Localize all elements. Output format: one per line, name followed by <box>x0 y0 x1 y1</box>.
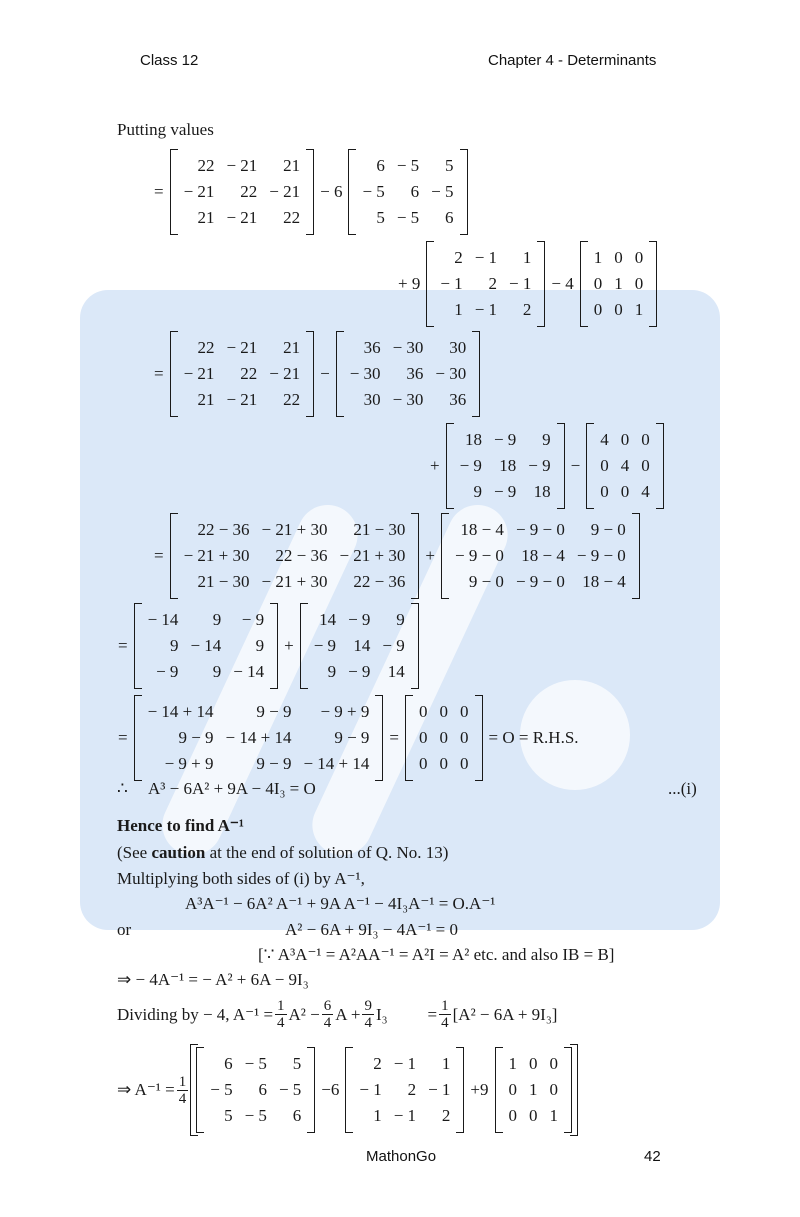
matrix-column <box>503 1051 524 1129</box>
dividing-line <box>117 998 557 1031</box>
matrix-cell: − 14 <box>233 662 265 681</box>
matrix-cell: 9 <box>169 636 179 655</box>
matrix-cell: − 14 <box>190 636 222 655</box>
row-1 <box>148 149 468 235</box>
matrix-cell: 6 <box>258 1080 267 1099</box>
matrix-cell: 4 <box>620 456 630 475</box>
matrix-column <box>434 699 455 777</box>
matrix-a-squared <box>170 331 315 417</box>
matrix-cell: 0 <box>460 754 469 773</box>
num: 1 <box>277 998 285 1014</box>
matrix-cell: − 21 <box>226 390 258 409</box>
matrix-cell: 9 − 9 <box>256 702 292 721</box>
plus-9: + 9 <box>398 274 421 293</box>
matrix-column <box>333 517 411 595</box>
matrix-cell: − 9 <box>528 456 551 475</box>
matrix-cell: − 30 <box>392 338 424 357</box>
matrix-cell: 0 <box>419 702 428 721</box>
matrix-column <box>178 517 256 595</box>
matrix-cell: 2 <box>441 1106 451 1125</box>
matrix-cell: 0 <box>600 456 609 475</box>
matrix-9b <box>446 423 565 509</box>
matrix-cell: − 9 <box>241 610 265 629</box>
matrix-column <box>297 699 375 777</box>
minus-6: − 6 <box>320 182 343 201</box>
matrix-cell: − 21 <box>269 364 301 383</box>
matrix-cell: 4 <box>600 430 609 449</box>
matrix-cell: 2 <box>454 248 463 267</box>
matrix-cell: 5 <box>376 208 385 227</box>
matrix-cell: − 1 <box>474 300 498 319</box>
matrix-cell: 0 <box>529 1106 538 1125</box>
matrix-cell: − 14 + 14 <box>147 702 214 721</box>
matrix-cell: 4 <box>641 482 650 501</box>
matrix-cell: 9 − 0 <box>590 520 626 539</box>
matrix-cell: 14 <box>353 636 371 655</box>
matrix-column <box>273 1051 307 1129</box>
row-3 <box>148 331 480 417</box>
matrix-cell: 1 <box>508 1054 517 1073</box>
den: 4 <box>277 1015 285 1031</box>
row-6 <box>112 603 419 689</box>
hence-heading: Hence to find A⁻¹ <box>117 816 244 835</box>
matrix-cell: − 21 <box>183 182 215 201</box>
matrix-cell: 1 <box>549 1106 558 1125</box>
matrix-cell: 9 − 9 <box>178 728 214 747</box>
matrix-cell: 9 − 0 <box>468 572 504 591</box>
matrix-cell: − 9 <box>348 610 371 629</box>
matrix-cell: − 21 + 30 <box>339 546 406 565</box>
matrix-column <box>425 153 459 231</box>
matrix-cell: 18 <box>464 430 482 449</box>
matrix-cell: 5 <box>445 156 454 175</box>
minus-4: − 4 <box>551 274 574 293</box>
matrix-cell: 2 <box>407 1080 417 1099</box>
matrix-cell: 0 <box>600 482 609 501</box>
matrix-cell: 1 <box>593 248 603 267</box>
matrix-identity <box>580 241 658 327</box>
matrix-cell: 9 − 9 <box>334 728 370 747</box>
matrix-cell: 18 − 4 <box>521 546 565 565</box>
matrix-cell: − 9 <box>493 430 517 449</box>
bracket-expression: [A² − 6A + 9I₃] <box>452 1004 558 1024</box>
matrix-column <box>629 245 650 323</box>
matrix-cell: 18 <box>533 482 551 501</box>
matrix-cell: − 9 − 0 <box>576 546 626 565</box>
matrix-cell: 2 <box>373 1054 382 1073</box>
num: 1 <box>441 998 449 1014</box>
matrix-cell: 22 − 36 <box>353 572 406 591</box>
matrix-cell: 9 <box>473 482 482 501</box>
matrix-cell: 22 <box>283 390 301 409</box>
plus-9b: +9 <box>470 1080 489 1099</box>
matrix-sum <box>134 695 384 781</box>
den: 4 <box>364 1015 372 1031</box>
matrix-cell: − 21 + 30 <box>261 572 328 591</box>
matrix-cell: − 30 <box>435 364 467 383</box>
matrix-cell: − 9 <box>313 636 337 655</box>
matrix-column <box>608 245 629 323</box>
matrix-column <box>308 607 342 685</box>
matrix-cell: 22 − 36 <box>275 546 328 565</box>
matrix-column <box>454 427 488 505</box>
matrix-column <box>635 427 656 505</box>
matrix-cell: 1 <box>634 300 644 319</box>
see-a: (See <box>117 843 152 862</box>
matrix-column <box>342 607 376 685</box>
matrix-cell: − 5 <box>244 1054 267 1073</box>
matrix-cell: 1 <box>454 300 463 319</box>
matrix-cell: 22 <box>240 182 258 201</box>
matrix-cell: 18 − 4 <box>460 520 504 539</box>
matrix-cell: 18 <box>499 456 517 475</box>
equation-number: ...(i) <box>668 779 697 798</box>
equals: = <box>154 364 164 383</box>
matrix-column <box>429 335 472 413</box>
matrix-cell: − 14 + 14 <box>303 754 370 773</box>
matrix-cell: 14 <box>319 610 337 629</box>
matrix-cell: 22 <box>240 364 258 383</box>
putting-values: Putting values <box>117 120 214 139</box>
matrix-cell: − 5 <box>431 182 454 201</box>
matrix-column <box>184 607 227 685</box>
matrix-cell: 0 <box>634 274 644 293</box>
matrix-cell: 0 <box>549 1080 558 1099</box>
matrix-cell: 0 <box>419 728 428 747</box>
matrix-cell: 21 <box>197 208 215 227</box>
minus: − <box>320 364 330 383</box>
matrix-cell: 6 <box>224 1054 233 1073</box>
matrix-cell: 6 <box>376 156 385 175</box>
matrix-cell: 1 <box>441 1054 451 1073</box>
equals: = <box>389 728 399 747</box>
matrix-column <box>544 1051 565 1129</box>
matrix-cell: − 5 <box>362 182 385 201</box>
a-term: A + <box>335 1004 361 1024</box>
matrix-cell: 9 <box>212 610 222 629</box>
matrix-cell: 30 <box>449 338 467 357</box>
matrix-cell: − 9 − 0 <box>515 572 565 591</box>
matrix-cell: 0 <box>508 1106 517 1125</box>
matrix-cell: 9 <box>327 662 337 681</box>
or-label: or <box>117 920 132 939</box>
matrix-cell: 21 <box>283 338 301 357</box>
implies-line: ⇒ − 4A⁻¹ = − A² + 6A − 9I₃ <box>117 970 309 989</box>
fraction-1-4-b <box>439 998 451 1031</box>
matrix-b <box>345 1047 464 1133</box>
matrix-cell: − 1 <box>474 248 498 267</box>
dividing-label: Dividing by − 4, A⁻¹ = <box>117 1004 274 1024</box>
header-chapter: Chapter 4 - Determinants <box>488 52 657 69</box>
matrix-column <box>344 335 387 413</box>
matrix-combined-2 <box>441 513 640 599</box>
matrix-cell: − 5 <box>244 1106 267 1125</box>
matrix-cell: 0 <box>508 1080 517 1099</box>
num: 6 <box>323 998 332 1014</box>
matrix-cell: − 1 <box>509 274 532 293</box>
matrix-cell: 0 <box>439 702 448 721</box>
matrix-cell: − 21 <box>269 182 301 201</box>
matrix-cell: − 9 + 9 <box>320 702 370 721</box>
matrix-cell: 0 <box>593 274 603 293</box>
equation-line-b: A² − 6A + 9I₃ − 4A⁻¹ = 0 <box>285 920 458 939</box>
fraction-1-4 <box>275 998 287 1031</box>
matrix-cell: − 21 <box>226 338 258 357</box>
matrix-zero <box>405 695 483 781</box>
matrix-cell: − 30 <box>392 390 424 409</box>
plus: + <box>425 546 435 565</box>
den: 4 <box>178 1090 187 1107</box>
matrix-cell: 9 <box>396 610 405 629</box>
therefore-equation: A³ − 6A² + 9A − 4I₃ = O <box>148 779 316 798</box>
matrix-cell: 6 <box>292 1106 302 1125</box>
matrix-cell: 21 <box>197 390 215 409</box>
matrix-cell: 5 <box>224 1106 233 1125</box>
row-5 <box>148 513 640 599</box>
matrix-column <box>220 699 298 777</box>
matrix-column <box>376 607 410 685</box>
matrix-column <box>263 153 306 231</box>
row-2 <box>392 241 657 327</box>
matrix-cell: − 9 − 0 <box>455 546 504 565</box>
multiplying-line: Multiplying both sides of (i) by A⁻¹, <box>117 869 365 888</box>
see-caution <box>117 843 448 863</box>
matrix-cell: 0 <box>549 1054 558 1073</box>
matrix-cell: 0 <box>439 754 448 773</box>
plus: + <box>284 636 294 655</box>
matrix-cell: − 21 + 30 <box>261 520 328 539</box>
matrix-cell: 18 − 4 <box>582 572 626 591</box>
matrix-cell: − 5 <box>396 208 420 227</box>
fraction-final <box>177 1074 189 1107</box>
matrix-4i <box>586 423 664 509</box>
matrix-cell: 0 <box>439 728 448 747</box>
matrix-column <box>353 1051 387 1129</box>
matrix-column <box>488 427 522 505</box>
matrix-cell: − 1 <box>428 1080 451 1099</box>
matrix-column <box>220 335 263 413</box>
matrix-cell: 1 <box>529 1080 538 1099</box>
fraction-6-4 <box>322 998 334 1031</box>
footer-brand: MathonGo <box>366 1148 437 1165</box>
plus: + <box>430 456 440 475</box>
matrix-cell: − 5 <box>278 1080 302 1099</box>
matrix-cell: − 9 <box>156 662 179 681</box>
matrix-cell: − 9 − 0 <box>515 520 565 539</box>
row-7 <box>112 695 585 781</box>
matrix-column <box>469 245 503 323</box>
matrix-cell: 2 <box>488 274 498 293</box>
rhs: = O = R.H.S. <box>488 728 579 747</box>
equation-line-a: A³A⁻¹ − 6A² A⁻¹ + 9A A⁻¹ − 4I₃A⁻¹ = O.A⁻¹ <box>185 894 496 913</box>
matrix-cell: 0 <box>593 300 603 319</box>
matrix-cell: 6 <box>445 208 454 227</box>
matrix-cell: 22 <box>197 338 215 357</box>
matrix-column <box>571 517 632 595</box>
matrix-cell: 1 <box>522 248 532 267</box>
matrix-b <box>426 241 545 327</box>
matrix-cell: 22 <box>283 208 301 227</box>
matrix-combined-1 <box>170 513 420 599</box>
matrix-cell: 0 <box>641 456 650 475</box>
matrix-cell: 0 <box>529 1054 538 1073</box>
minus-6b: −6 <box>321 1080 340 1099</box>
matrix-column <box>454 699 475 777</box>
matrix-cell: − 1 <box>440 274 463 293</box>
matrix-column <box>263 335 306 413</box>
matrix-cell: − 9 + 9 <box>164 754 214 773</box>
matrix-6a <box>336 331 481 417</box>
equals: = <box>118 636 128 655</box>
outer-bracket <box>190 1044 578 1136</box>
matrix-cell: 21 − 30 <box>197 572 250 591</box>
matrix-column <box>422 1051 456 1129</box>
matrix-cell: 0 <box>620 482 630 501</box>
matrix-cell: 14 <box>387 662 405 681</box>
final-lhs: ⇒ A⁻¹ = <box>117 1080 175 1099</box>
matrix-cell: − 5 <box>396 156 420 175</box>
i3-term: I₃ <box>375 1004 388 1024</box>
matrix-cell: − 9 <box>493 482 517 501</box>
matrix-cell: 21 <box>283 156 301 175</box>
matrix-column <box>387 335 430 413</box>
matrix-column <box>142 607 185 685</box>
matrix-cell: 5 <box>292 1054 302 1073</box>
matrix-cell: 0 <box>460 702 469 721</box>
matrix-cell: 6 <box>410 182 420 201</box>
matrix-column <box>523 1051 544 1129</box>
matrix-column <box>594 427 615 505</box>
matrix-column <box>220 153 263 231</box>
matrix-cell: 36 <box>363 338 381 357</box>
matrix-column <box>413 699 434 777</box>
matrix-cell: − 5 <box>210 1080 233 1099</box>
matrix-column <box>588 245 609 323</box>
matrix-column <box>388 1051 422 1129</box>
matrix-column <box>510 517 571 595</box>
matrix-column <box>142 699 220 777</box>
matrix-cell: 9 <box>542 430 551 449</box>
matrix-cell: 21 − 30 <box>353 520 406 539</box>
matrix-a <box>196 1047 315 1133</box>
matrix-cell: − 9 <box>459 456 482 475</box>
matrix-cell: 2 <box>522 300 532 319</box>
matrix-column <box>204 1051 238 1129</box>
matrix-cell: − 9 <box>382 636 405 655</box>
den: 4 <box>323 1015 332 1031</box>
matrix-cell: 0 <box>419 754 428 773</box>
matrix-cell: 0 <box>460 728 469 747</box>
matrix-cell: − 30 <box>349 364 381 383</box>
den: 4 <box>441 1015 449 1031</box>
matrix-column <box>522 427 556 505</box>
row-4 <box>424 423 664 509</box>
matrix-cell: 0 <box>614 248 623 267</box>
matrix-identity <box>495 1047 573 1133</box>
matrix-cell: 9 <box>212 662 222 681</box>
matrix-cell: 22 <box>197 156 215 175</box>
matrix-cell: 1 <box>373 1106 382 1125</box>
page-number: 42 <box>644 1148 661 1165</box>
matrix-cell: − 1 <box>393 1106 417 1125</box>
minus: − <box>570 456 581 475</box>
matrix-cell: − 9 <box>348 662 371 681</box>
matrix-a-squared <box>170 149 315 235</box>
matrix-cell: − 21 <box>183 364 215 383</box>
final-row <box>117 1044 578 1136</box>
matrix-column <box>434 245 468 323</box>
matrix-cell: 30 <box>363 390 381 409</box>
matrix-cell: − 1 <box>359 1080 382 1099</box>
matrix-column <box>178 153 221 231</box>
matrix-column <box>449 517 510 595</box>
matrix-column <box>227 607 270 685</box>
matrix-cell: 9 − 9 <box>256 754 292 773</box>
num: 9 <box>364 998 372 1014</box>
matrix-column <box>239 1051 273 1129</box>
a2-term: A² − <box>288 1004 320 1024</box>
matrix-column <box>356 153 390 231</box>
inner-row <box>196 1047 572 1133</box>
matrix-diff-1 <box>134 603 279 689</box>
see-c: at the end of solution of Q. No. 13) <box>205 843 449 862</box>
num: 1 <box>178 1073 187 1090</box>
equals: = <box>118 728 128 747</box>
equals: = <box>154 546 164 565</box>
because-line: [∵ A³A⁻¹ = A²AA⁻¹ = A²I = A² etc. and also IB = B] <box>258 945 615 964</box>
matrix-column <box>256 517 334 595</box>
matrix-column <box>178 335 221 413</box>
eq-right: = <box>427 1004 438 1024</box>
matrix-cell: − 21 <box>226 156 258 175</box>
matrix-cell: 0 <box>614 300 623 319</box>
caution-bold: caution <box>151 843 206 862</box>
matrix-cell: − 1 <box>393 1054 417 1073</box>
matrix-cell: − 21 + 30 <box>183 546 250 565</box>
fraction-9-4 <box>362 998 374 1031</box>
matrix-cell: 0 <box>634 248 644 267</box>
matrix-column <box>615 427 636 505</box>
matrix-cell: 36 <box>449 390 467 409</box>
matrix-diff-2 <box>300 603 419 689</box>
matrix-cell: − 14 + 14 <box>225 728 292 747</box>
therefore-symbol: ∴ <box>117 779 128 798</box>
matrix-cell: 0 <box>620 430 630 449</box>
matrix-cell: 22 − 36 <box>197 520 250 539</box>
matrix-a <box>348 149 467 235</box>
matrix-cell: 36 <box>406 364 424 383</box>
matrix-column <box>503 245 537 323</box>
matrix-cell: − 21 <box>226 208 258 227</box>
matrix-cell: − 14 <box>147 610 179 629</box>
matrix-column <box>391 153 425 231</box>
matrix-cell: 1 <box>614 274 623 293</box>
equals: = <box>154 182 164 201</box>
matrix-cell: 0 <box>641 430 650 449</box>
matrix-cell: 9 <box>255 636 265 655</box>
header-class: Class 12 <box>140 52 199 69</box>
